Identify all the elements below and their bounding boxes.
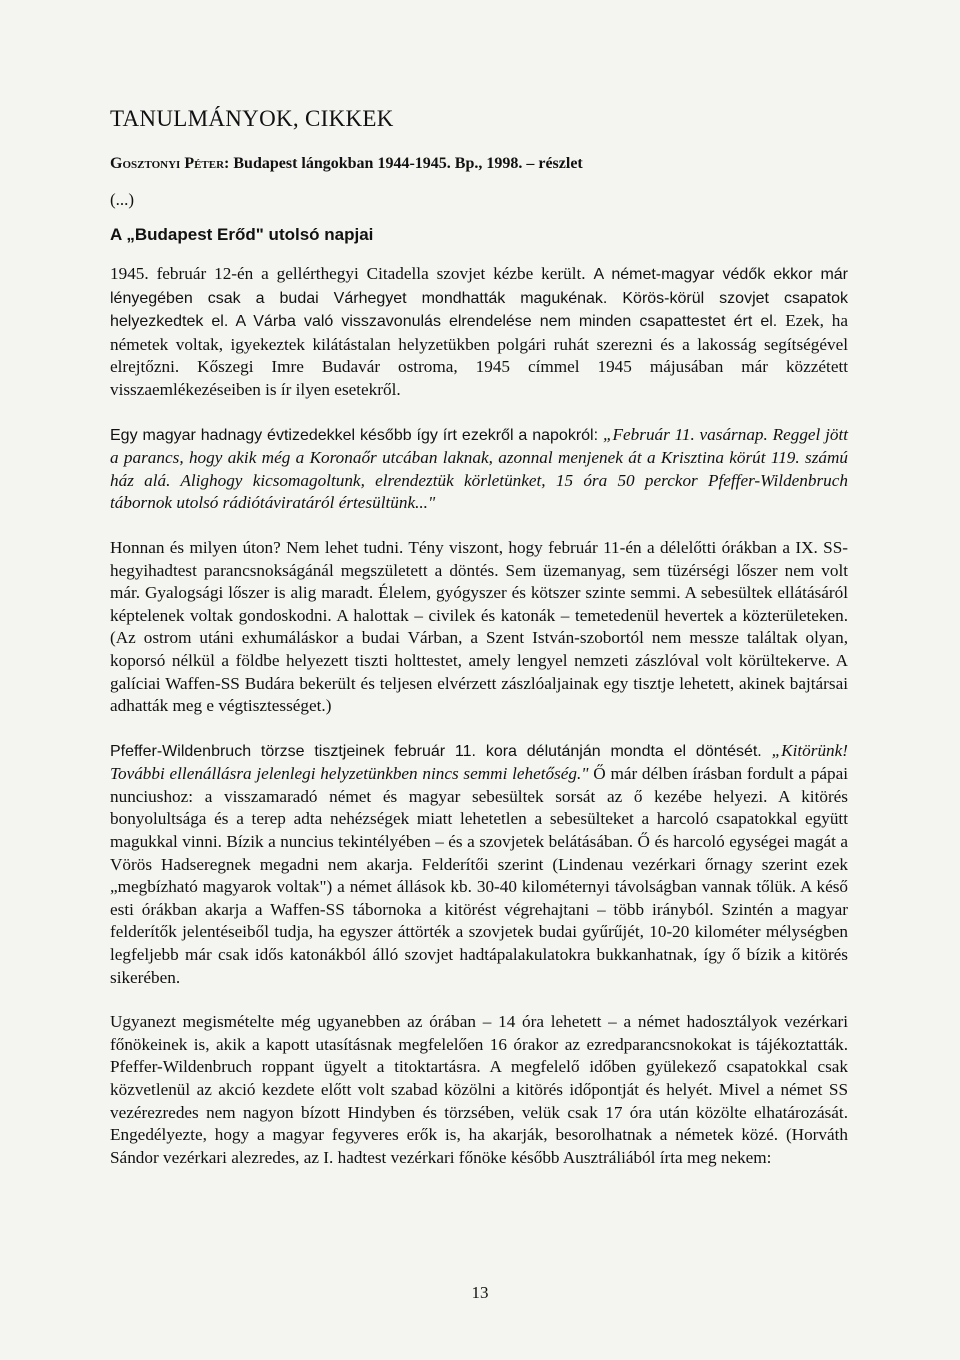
paragraph-4: [110, 740, 848, 990]
paragraph-1-part-c: Ezek, ha németek voltak, igyekeztek kilátástalan helyzetükben polgári ruhát szerezni és a lakosság segítségével elrejtőzni. Kőszegi Imre Budavár ostroma, 1945 címmel 1945 májusában már közzétett visszaemlékezéseiben is ír ilyen esetekről.: [110, 311, 849, 399]
source-citation: [110, 155, 848, 173]
omission-marker: (...): [110, 190, 135, 209]
paragraph-5: Ugyanezt megismételte még ugyanebben az órában – 14 óra lehetett – a német hadosztályok vezérkari főnökeinek is, akik a kapott utasításnak megfelelően 16 órakor az ezredparancsnokokat is tájékoztatták. Pfeffer-Wildenbruch roppant ügyelt a titoktartásra. A megfelelő időben gyülekező csapatokkal csak közvetlenül az akció kezdete előtt volt szabad közölni a kitörés időpontját és helyét. Mivel a német SS vezérezredes nem nagyon bízott Hindyben és törzsében, velük csak 17 óra után közölte elhatározását. Engedélyezte, hogy a magyar fegyveres erők is, ha akarják, besorolhatnak a németek közé. (Horváth Sándor vezérkari alezredes, az I. hadtest vezérkari főnöke később Ausztráliából írta meg nekem:: [110, 1012, 848, 1167]
paragraph-1-part-a: 1945. február 12-én a gellérthegyi Citadella szovjet kézbe került.: [110, 264, 594, 283]
paragraph-2-quote: „Február 11. vasárnap. Reggel jött a parancs, hogy akik még a Koronaőr utcában laknak, azonnal menjenek át a Krisztina körút 119. számú ház alá. Alighogy kicsomagoltunk, elrendeztük körletünket, 15 óra 50 perckor Pfeffer-Wildenbruch tábornok utolsó rádiótáviratáról értesültünk...": [110, 424, 848, 513]
section-title: TANULMÁNYOK, CIKKEK: [110, 106, 394, 131]
paragraph-4-body: Ő már délben írásban fordult a pápai nunciushoz: a visszamaradó német és magyar sebesültek sorsát az ő kezébe helyezi. A kitörés bonyolultsága és a terep adta nehézségek miatt lehetetlen a sebesülteket a harcoló csapatokkal együtt magukkal vinni. Bízik a nuncius tekintélyében – és a szovjetek belátásában. Ő és harcoló egységei magát a Vörös Hadseregnek megadni nem akarja. Felderítői szerint (Lindenau vezérkari őrnagy szerint ezek „megbízható magyarok voltak") a német állások kb. 30-40 kilométernyi távolságban vannak tőlük. A késő esti órákban akarja a Waffen-SS tábornoka a kitörést végrehajtani – több irányból. Szintén a magyar felderítők jelentéseiből tudja, ha egyszer áttörték a szovjetek budai gyűrűjét, 10-20 kilométer mélységben legfeljebb már csak idős katonákból álló szovjet hadtápalakulatokra bukkanhatnak, így ő bízik a kitörés sikerében.: [110, 764, 848, 987]
paragraph-2-text: Egy magyar hadnagy évtizedekkel később így írt ezekről a napokról:: [110, 426, 603, 444]
source-rest: : Budapest lángokban 1944-1945. Bp., 1998. – részlet: [224, 155, 583, 172]
paragraph-4-intro: Pfeffer-Wildenbruch törzse tisztjeinek február 11. kora délutánján mondta el döntését.: [110, 742, 772, 760]
paragraph-1: [110, 263, 848, 402]
paragraph-2: [110, 424, 848, 515]
paragraph-1-part-b: A német-magyar védők ekkor már lényegében csak a budai Várhegyet mondhatták magukénak. Körös-körül szovjet csapatok helyezkedtek el. A Várba való visszavonulás elrendelése nem minden csapattestet ért el.: [110, 266, 849, 331]
source-author: Gosztonyi Péter: [110, 155, 225, 172]
page-number: 13: [471, 1283, 489, 1302]
chapter-heading: A „Budapest Erőd" utolsó napjai: [110, 225, 374, 244]
page-content: [110, 106, 848, 1191]
paragraph-4-quote: „Kitörünk! További ellenállásra jelenlegi helyzetünkben nincs semmi lehetőség.": [110, 740, 848, 784]
paragraph-3: Honnan és milyen úton? Nem lehet tudni. Tény viszont, hogy február 11-én a délelőtti órákban a IX. SS-hegyihadtest parancsnokságánál megszületett a döntés. Sem üzemanyag, sem tüzérségi lőszer nem volt már. Gyalogsági lőszer is alig maradt. Élelem, gyógyszer és kötszer szinte semmi. A sebesültek ellátásáról képtelenek voltak gondoskodni. A halottak – civilek és katonák – temetedenül hevertek a közterületeken. (Az ostrom utáni exhumáláskor a budai Várban, a Szent István-szobortól nem messze találtak olyan, koporsó nélkül a földbe helyezett tiszti holttestet, amely lengyel nemzeti zászlóval volt körültekerve. A galíciai Waffen-SS Budára bekerült és teljesen elvérzett zászlóaljainak egy tisztje lehetett, akinek bajtársai adhatták meg e végtisztességet.): [110, 537, 848, 716]
